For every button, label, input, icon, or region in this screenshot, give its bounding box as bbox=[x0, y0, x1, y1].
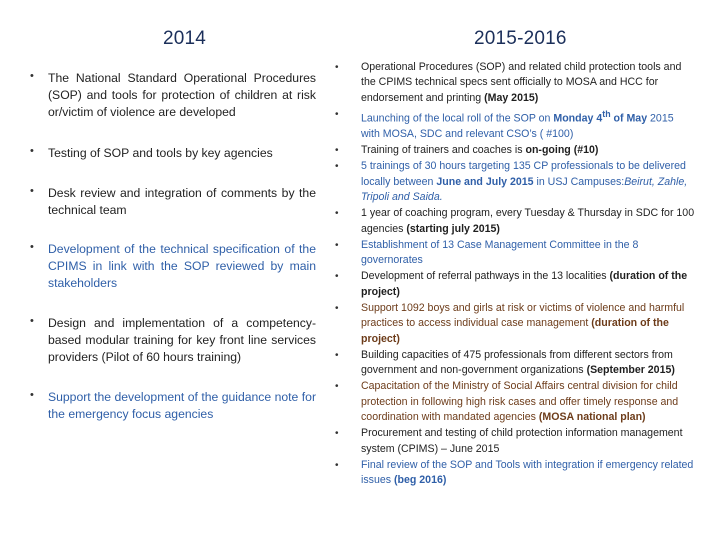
bullet: • bbox=[335, 381, 339, 393]
right-list-item bbox=[335, 269, 695, 300]
bullet: • bbox=[335, 302, 339, 314]
item-text: 1 year of coaching program, every Tuesday & Thursday in SDC for 100 agencies bbox=[361, 207, 695, 235]
right-list-item bbox=[335, 379, 695, 425]
item-duration: (duration of the project) bbox=[361, 317, 669, 345]
bullet: • bbox=[335, 239, 339, 251]
item-locations: Beirut, Zahle, Tripoli and Saida. bbox=[361, 175, 688, 203]
left-item-text: Development of the technical specification of the CPIMS in link with the SOP reviewed by main stakeholders bbox=[48, 242, 316, 290]
bullet: • bbox=[335, 271, 339, 283]
right-list-item bbox=[335, 426, 695, 457]
bullet: • bbox=[335, 161, 339, 173]
right-list-item bbox=[335, 107, 695, 142]
right-list-item bbox=[335, 301, 695, 347]
bullet: • bbox=[335, 428, 339, 440]
heading-2014: 2014 bbox=[163, 28, 207, 49]
item-text: Support 1092 boys and girls at risk or victims of violence and harmful practices to access individual case management bbox=[361, 301, 685, 330]
item-date: (September 2015) bbox=[586, 364, 675, 377]
left-item-text: Support the development of the guidance note for the emergency focus agencies bbox=[48, 390, 316, 421]
item-text-mid: in USJ Campuses: bbox=[533, 175, 625, 188]
item-date: Monday 4 bbox=[553, 112, 603, 125]
bullet: • bbox=[335, 62, 339, 73]
left-item-text: Testing of SOP and tools by key agencies bbox=[48, 146, 273, 160]
item-text: Operational Procedures (SOP) and related child protection tools and the CPIMS technical specs sent officially to MOSA and HCC for endorsement and printing bbox=[361, 61, 682, 104]
bullet: • bbox=[30, 145, 34, 157]
item-date: (starting july 2015) bbox=[406, 222, 500, 235]
right-list-item bbox=[335, 143, 695, 158]
item-sup: th bbox=[602, 108, 611, 119]
item-text: Development of referral pathways in the 13 localities bbox=[361, 270, 610, 283]
left-item-text: The National Standard Operational Procedures (SOP) and tools for protection of children at risk or/victim of violence are developed bbox=[48, 71, 316, 119]
item-text: Launching of the local roll of the SOP on bbox=[361, 112, 554, 125]
right-list-item bbox=[335, 159, 695, 205]
item-duration: (duration of the project) bbox=[361, 270, 688, 298]
bullet: • bbox=[30, 389, 34, 401]
item-date-month: of May bbox=[610, 112, 648, 125]
item-date: June and July 2015 bbox=[436, 175, 534, 188]
item-date: (beg 2016) bbox=[393, 474, 447, 487]
item-date: (May 2015) bbox=[484, 91, 539, 104]
item-text: Building capacities of 475 professionals from different sectors from government and non-government organizations bbox=[361, 348, 673, 377]
right-list-item bbox=[335, 206, 695, 237]
left-item-text: Design and implementation of a competency-based modular training for key front line services providers (Pilot of 60 hours training) bbox=[48, 316, 316, 364]
bullet: • bbox=[335, 459, 339, 471]
right-list-item bbox=[335, 348, 695, 379]
heading-2015-2016: 2015-2016 bbox=[474, 28, 567, 49]
item-status: on-going (#10) bbox=[525, 144, 599, 157]
item-text: Establishment of 13 Case Management Committee in the 8 governorates bbox=[361, 238, 639, 267]
bullet: • bbox=[30, 185, 34, 197]
right-list-item bbox=[335, 238, 695, 269]
item-text: Final review of the SOP and Tools with integration if emergency related issues bbox=[361, 458, 694, 487]
item-text: 5 trainings of 30 hours targeting 135 CP professionals to be delivered locally between bbox=[361, 160, 686, 188]
item-text: Procurement and testing of child protection information management system (CPIMS) – June 2015 bbox=[361, 427, 683, 455]
bullet: • bbox=[335, 349, 339, 361]
left-item-text: Desk review and integration of comments by the technical team bbox=[48, 186, 316, 217]
bullet: • bbox=[335, 108, 339, 120]
bullet: • bbox=[335, 208, 339, 220]
right-list-item bbox=[335, 60, 695, 106]
bullet: • bbox=[335, 145, 339, 157]
bullet: • bbox=[30, 70, 34, 82]
item-text: Capacitation of the Ministry of Social Affairs central division for child protection in following high risk cases and offer timely response and coordination with mandated agencies bbox=[361, 380, 679, 424]
bullet: • bbox=[30, 241, 34, 253]
item-text-tail: 2015 with MOSA, SDC and relevant CSO’s ( #100) bbox=[361, 112, 674, 140]
right-bullet-list bbox=[335, 60, 695, 490]
item-plan: (MOSA national plan) bbox=[538, 411, 646, 424]
right-list-item bbox=[335, 458, 695, 489]
item-text: Training of trainers and coaches is bbox=[361, 144, 526, 157]
bullet: • bbox=[30, 315, 34, 327]
